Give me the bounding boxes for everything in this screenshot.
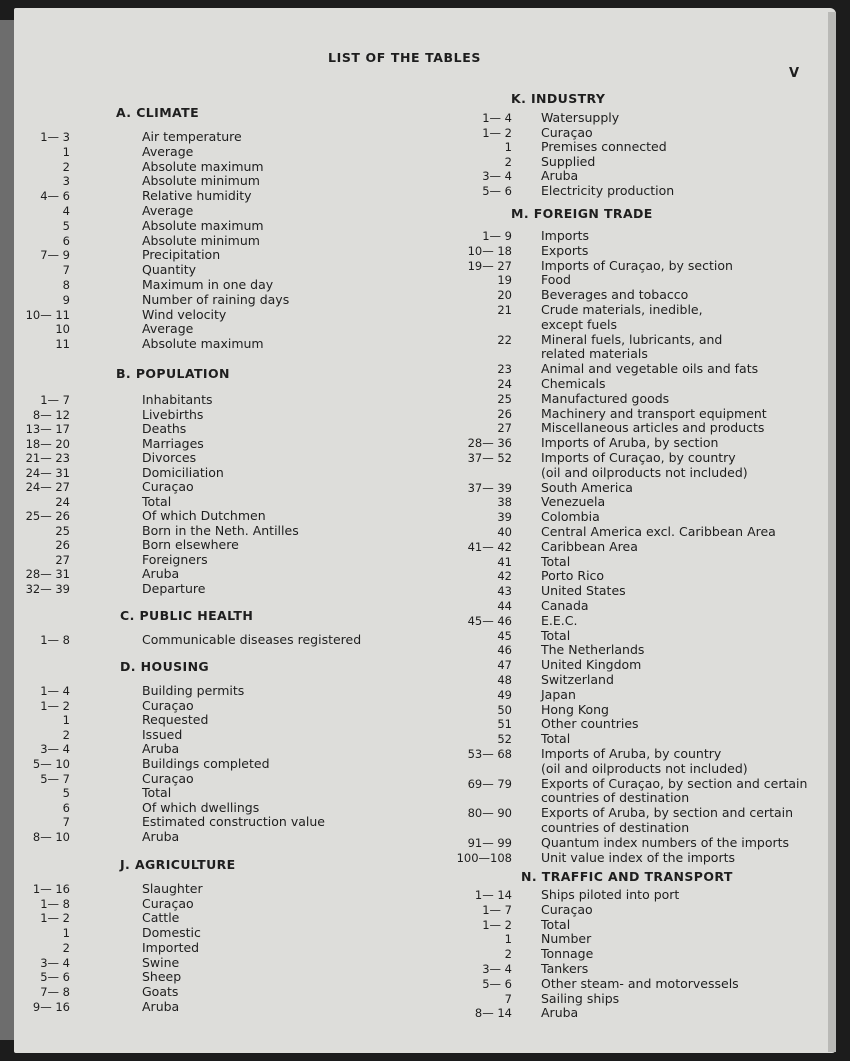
table-number: 51: [497, 717, 512, 732]
table-number: 37— 52: [467, 451, 512, 465]
table-number: 10— 11: [25, 307, 70, 322]
table-number: 1— 9: [482, 229, 512, 243]
table-title: Absolute maximum: [142, 336, 264, 352]
table-title: Swine: [142, 954, 180, 970]
table-number: 41— 42: [467, 539, 512, 554]
table-number: 21: [497, 303, 512, 317]
table-title: Aruba: [541, 1005, 579, 1021]
table-title: except fuels: [541, 316, 618, 332]
table-title: Total: [541, 731, 571, 747]
table-title: Goats: [142, 983, 179, 999]
table-number: 5— 6: [482, 976, 512, 991]
table-title: Curaçao: [142, 770, 194, 786]
table-number: 1— 3: [40, 130, 70, 144]
section-heading: J. AGRICULTURE: [120, 857, 236, 872]
table-number: 11: [55, 337, 70, 352]
table-number: 1: [504, 140, 512, 155]
table-title: Of which dwellings: [142, 799, 260, 815]
table-number: 1: [62, 144, 70, 159]
section-heading: K. INDUSTRY: [511, 91, 606, 106]
table-number: 13— 17: [25, 422, 70, 436]
table-title: Deaths: [142, 421, 187, 436]
table-title: Precipitation: [142, 247, 221, 263]
table-number: 1— 8: [40, 896, 70, 911]
table-title: Quantum index numbers of the imports: [541, 834, 790, 850]
table-title: South America: [541, 479, 633, 495]
section-heading: N. TRAFFIC AND TRANSPORT: [521, 869, 733, 884]
table-number: 19: [497, 273, 512, 288]
table-number: 25: [55, 523, 70, 538]
page-number: V: [789, 66, 800, 81]
table-title: United Kingdom: [541, 657, 642, 673]
table-number: 69— 79: [467, 776, 512, 791]
table-title: related materials: [541, 346, 648, 362]
table-number: 3— 4: [482, 169, 512, 184]
table-number: 2: [504, 947, 512, 962]
table-title: Relative humidity: [142, 188, 252, 204]
table-title: E.E.C.: [541, 612, 578, 628]
table-title: Tankers: [541, 961, 589, 976]
table-title: Porto Rico: [541, 568, 605, 584]
table-title: Inhabitants: [142, 392, 213, 407]
table-title: Absolute maximum: [142, 217, 264, 233]
table-number: 18— 20: [25, 436, 70, 451]
table-number: 5: [62, 786, 70, 801]
table-title: Domiciliation: [142, 464, 224, 480]
table-number: 53— 68: [467, 747, 512, 761]
table-title: Quantity: [142, 262, 197, 278]
table-title: Tonnage: [541, 946, 594, 962]
table-title: Average: [142, 143, 194, 159]
table-number: 20: [497, 288, 512, 303]
table-title: Miscellaneous articles and products: [541, 420, 765, 436]
table-number: 40: [497, 525, 512, 539]
table-title: Curaçao: [142, 697, 194, 713]
table-number: 7— 9: [40, 248, 70, 263]
table-title: Supplied: [541, 153, 596, 169]
table-number: 1: [504, 932, 512, 947]
table-title: Curaçao: [142, 895, 194, 911]
table-title: Electricity production: [541, 183, 675, 198]
table-title: Canada: [541, 598, 589, 613]
table-title: Exports of Curaçao, by section and certain: [541, 775, 808, 791]
table-number: 4— 6: [40, 189, 70, 204]
table-title: Crude materials, inedible,: [541, 302, 703, 317]
table-title: Slaughter: [142, 881, 203, 896]
section-heading: B. POPULATION: [116, 366, 230, 381]
table-number: 26: [55, 538, 70, 552]
table-title: Aruba: [142, 741, 180, 757]
table-number: 1— 16: [32, 882, 70, 896]
table-number: 23: [497, 362, 512, 377]
table-title: Domestic: [142, 925, 201, 941]
table-title: Other countries: [541, 716, 639, 732]
table-number: 10— 18: [467, 243, 512, 258]
table-title: Central America excl. Caribbean Area: [541, 524, 776, 539]
table-title: Curaçao: [541, 901, 593, 917]
table-number: 28— 31: [25, 567, 70, 581]
table-number: 19— 27: [467, 258, 512, 273]
table-number: 42: [497, 569, 512, 584]
table-number: 2: [62, 940, 70, 955]
table-title: The Netherlands: [541, 642, 645, 658]
table-number: 1— 2: [40, 911, 70, 926]
table-number: 1— 4: [482, 111, 512, 125]
table-title: Total: [142, 493, 172, 509]
table-title: Imports of Curaçao, by country: [541, 450, 736, 465]
table-number: 5— 6: [40, 970, 70, 985]
table-title: Absolute minimum: [142, 232, 260, 248]
table-number: 2: [62, 727, 70, 742]
table-number: 45: [497, 628, 512, 643]
table-number: 44: [497, 599, 512, 613]
table-title: countries of destination: [541, 790, 690, 806]
table-title: Curaçao: [541, 124, 593, 140]
table-number: 49: [497, 687, 512, 702]
table-number: 91— 99: [467, 835, 512, 850]
table-number: 1— 2: [482, 917, 512, 932]
table-number: 1— 7: [482, 902, 512, 917]
table-title: Absolute minimum: [142, 173, 260, 189]
table-title: Departure: [142, 580, 206, 596]
table-title: Beverages and tobacco: [541, 287, 689, 303]
table-number: 3— 4: [40, 742, 70, 757]
table-title: Requested: [142, 712, 209, 728]
page-title: LIST OF THE TABLES: [328, 50, 481, 65]
page-edge-shadow: [828, 12, 836, 1052]
table-title: Watersupply: [541, 110, 620, 125]
table-title: Livebirths: [142, 406, 204, 422]
table-title: Total: [541, 627, 571, 643]
section-heading: C. PUBLIC HEALTH: [120, 608, 254, 623]
table-title: Aruba: [142, 998, 180, 1014]
table-number: 5: [62, 218, 70, 233]
table-number: 26: [497, 406, 512, 421]
table-number: 32— 39: [25, 581, 70, 596]
table-title: Imports of Curaçao, by section: [541, 257, 733, 273]
table-title: Communicable diseases registered: [142, 632, 362, 647]
table-number: 50: [497, 702, 512, 717]
table-title: Imports of Aruba, by section: [541, 435, 719, 451]
table-title: Premises connected: [541, 139, 667, 155]
table-title: Buildings completed: [142, 756, 270, 771]
table-number: 24: [55, 494, 70, 509]
section-heading: M. FOREIGN TRADE: [511, 206, 653, 221]
table-number: 1— 4: [40, 684, 70, 698]
table-title: Marriages: [142, 435, 204, 451]
table-title: Maximum in one day: [142, 277, 274, 292]
table-title: Other steam- and motorvessels: [541, 975, 739, 991]
table-number: 24— 27: [25, 480, 70, 494]
table-number: 47: [497, 658, 512, 673]
table-title: countries of destination: [541, 820, 690, 835]
adjacent-page-edge: [0, 20, 14, 1040]
table-title: Total: [142, 785, 172, 801]
table-title: Hong Kong: [541, 701, 609, 717]
table-title: United States: [541, 583, 626, 599]
section-heading: A. CLIMATE: [116, 105, 200, 120]
table-title: Divorces: [142, 450, 197, 465]
table-number: 5— 10: [32, 757, 70, 771]
table-number: 38: [497, 495, 512, 510]
table-number: 43: [497, 584, 512, 599]
table-title: Average: [142, 203, 194, 218]
table-number: 24— 31: [25, 465, 70, 480]
table-number: 7: [62, 263, 70, 278]
table-title: (oil and oilproducts not included): [541, 464, 748, 480]
table-title: Animal and vegetable oils and fats: [541, 361, 759, 377]
table-title: Exports of Aruba, by section and certain: [541, 805, 794, 821]
table-number: 1— 7: [40, 393, 70, 407]
table-title: Imports of Aruba, by country: [541, 746, 722, 761]
table-title: Average: [142, 321, 194, 337]
table-title: Colombia: [541, 509, 600, 525]
table-title: Switzerland: [541, 672, 614, 687]
table-title: Absolute maximum: [142, 158, 264, 174]
table-number: 9— 16: [32, 999, 70, 1014]
table-number: 8— 12: [32, 407, 70, 422]
table-number: 6: [62, 233, 70, 248]
table-number: 41: [497, 554, 512, 569]
table-title: Curaçao: [142, 479, 194, 494]
table-number: 45— 46: [467, 613, 512, 628]
table-title: Aruba: [541, 168, 579, 184]
table-number: 5— 6: [482, 184, 512, 198]
table-number: 7— 8: [40, 984, 70, 999]
table-title: Number: [541, 931, 592, 947]
table-number: 27: [55, 552, 70, 567]
table-title: Mineral fuels, lubricants, and: [541, 331, 723, 347]
table-title: Issued: [142, 726, 183, 742]
table-number: 1— 2: [40, 698, 70, 713]
table-number: 1— 2: [482, 125, 512, 140]
table-title: Air temperature: [142, 129, 242, 144]
table-title: Machinery and transport equipment: [541, 405, 767, 421]
table-number: 28— 36: [467, 436, 512, 451]
table-number: 48: [497, 673, 512, 687]
table-title: Japan: [541, 686, 576, 702]
table-title: Born elsewhere: [142, 537, 239, 552]
table-title: Imported: [142, 939, 200, 955]
table-title: Aruba: [142, 829, 180, 844]
table-number: 21— 23: [25, 451, 70, 465]
table-title: Of which Dutchmen: [142, 508, 266, 523]
table-title: (oil and oilproducts not included): [541, 760, 748, 776]
table-title: Cattle: [142, 910, 180, 926]
table-number: 1— 8: [40, 633, 70, 647]
table-title: Manufactured goods: [541, 390, 670, 406]
table-number: 2: [504, 154, 512, 169]
table-title: Foreigners: [142, 551, 208, 567]
table-title: Unit value index of the imports: [541, 849, 736, 865]
table-number: 3: [62, 174, 70, 189]
table-number: 3— 4: [482, 962, 512, 976]
table-number: 6: [62, 800, 70, 815]
table-number: 8— 10: [32, 830, 70, 844]
table-title: Exports: [541, 242, 589, 258]
section-heading: D. HOUSING: [120, 659, 210, 674]
table-number: 10: [55, 322, 70, 337]
table-title: Chemicals: [541, 376, 606, 391]
table-title: Food: [541, 272, 571, 288]
table-title: Aruba: [142, 566, 180, 581]
table-number: 7: [504, 991, 512, 1006]
table-title: Estimated construction value: [142, 814, 325, 830]
table-title: Caribbean Area: [541, 538, 638, 554]
table-number: 1: [62, 713, 70, 728]
table-title: Wind velocity: [142, 306, 227, 322]
table-number: 24: [497, 377, 512, 391]
table-number: 4: [62, 204, 70, 218]
table-title: Number of raining days: [142, 291, 290, 307]
table-number: 100—108: [456, 850, 512, 865]
table-number: 37— 39: [467, 480, 512, 495]
table-number: 22: [497, 332, 512, 347]
table-number: 27: [497, 421, 512, 436]
table-number: 8: [62, 278, 70, 292]
table-number: 46: [497, 643, 512, 658]
table-title: Total: [541, 553, 571, 569]
table-number: 80— 90: [467, 806, 512, 821]
table-title: Total: [541, 916, 571, 932]
table-number: 9: [62, 292, 70, 307]
table-title: Born in the Neth. Antilles: [142, 522, 299, 538]
table-title: Ships piloted into port: [541, 887, 680, 902]
table-number: 5— 7: [40, 771, 70, 786]
table-title: Building permits: [142, 683, 245, 698]
table-number: 8— 14: [474, 1006, 512, 1021]
table-number: 39: [497, 510, 512, 525]
table-number: 3— 4: [40, 955, 70, 970]
table-title: Imports: [541, 228, 589, 243]
table-number: 25— 26: [25, 509, 70, 523]
table-number: 1: [62, 926, 70, 941]
table-number: 52: [497, 732, 512, 747]
table-title: Venezuela: [541, 494, 606, 510]
table-number: 1— 14: [474, 888, 512, 902]
table-number: 25: [497, 391, 512, 406]
table-title: Sheep: [142, 969, 182, 985]
table-title: Sailing ships: [541, 990, 620, 1006]
table-number: 7: [62, 815, 70, 830]
table-number: 2: [62, 159, 70, 174]
